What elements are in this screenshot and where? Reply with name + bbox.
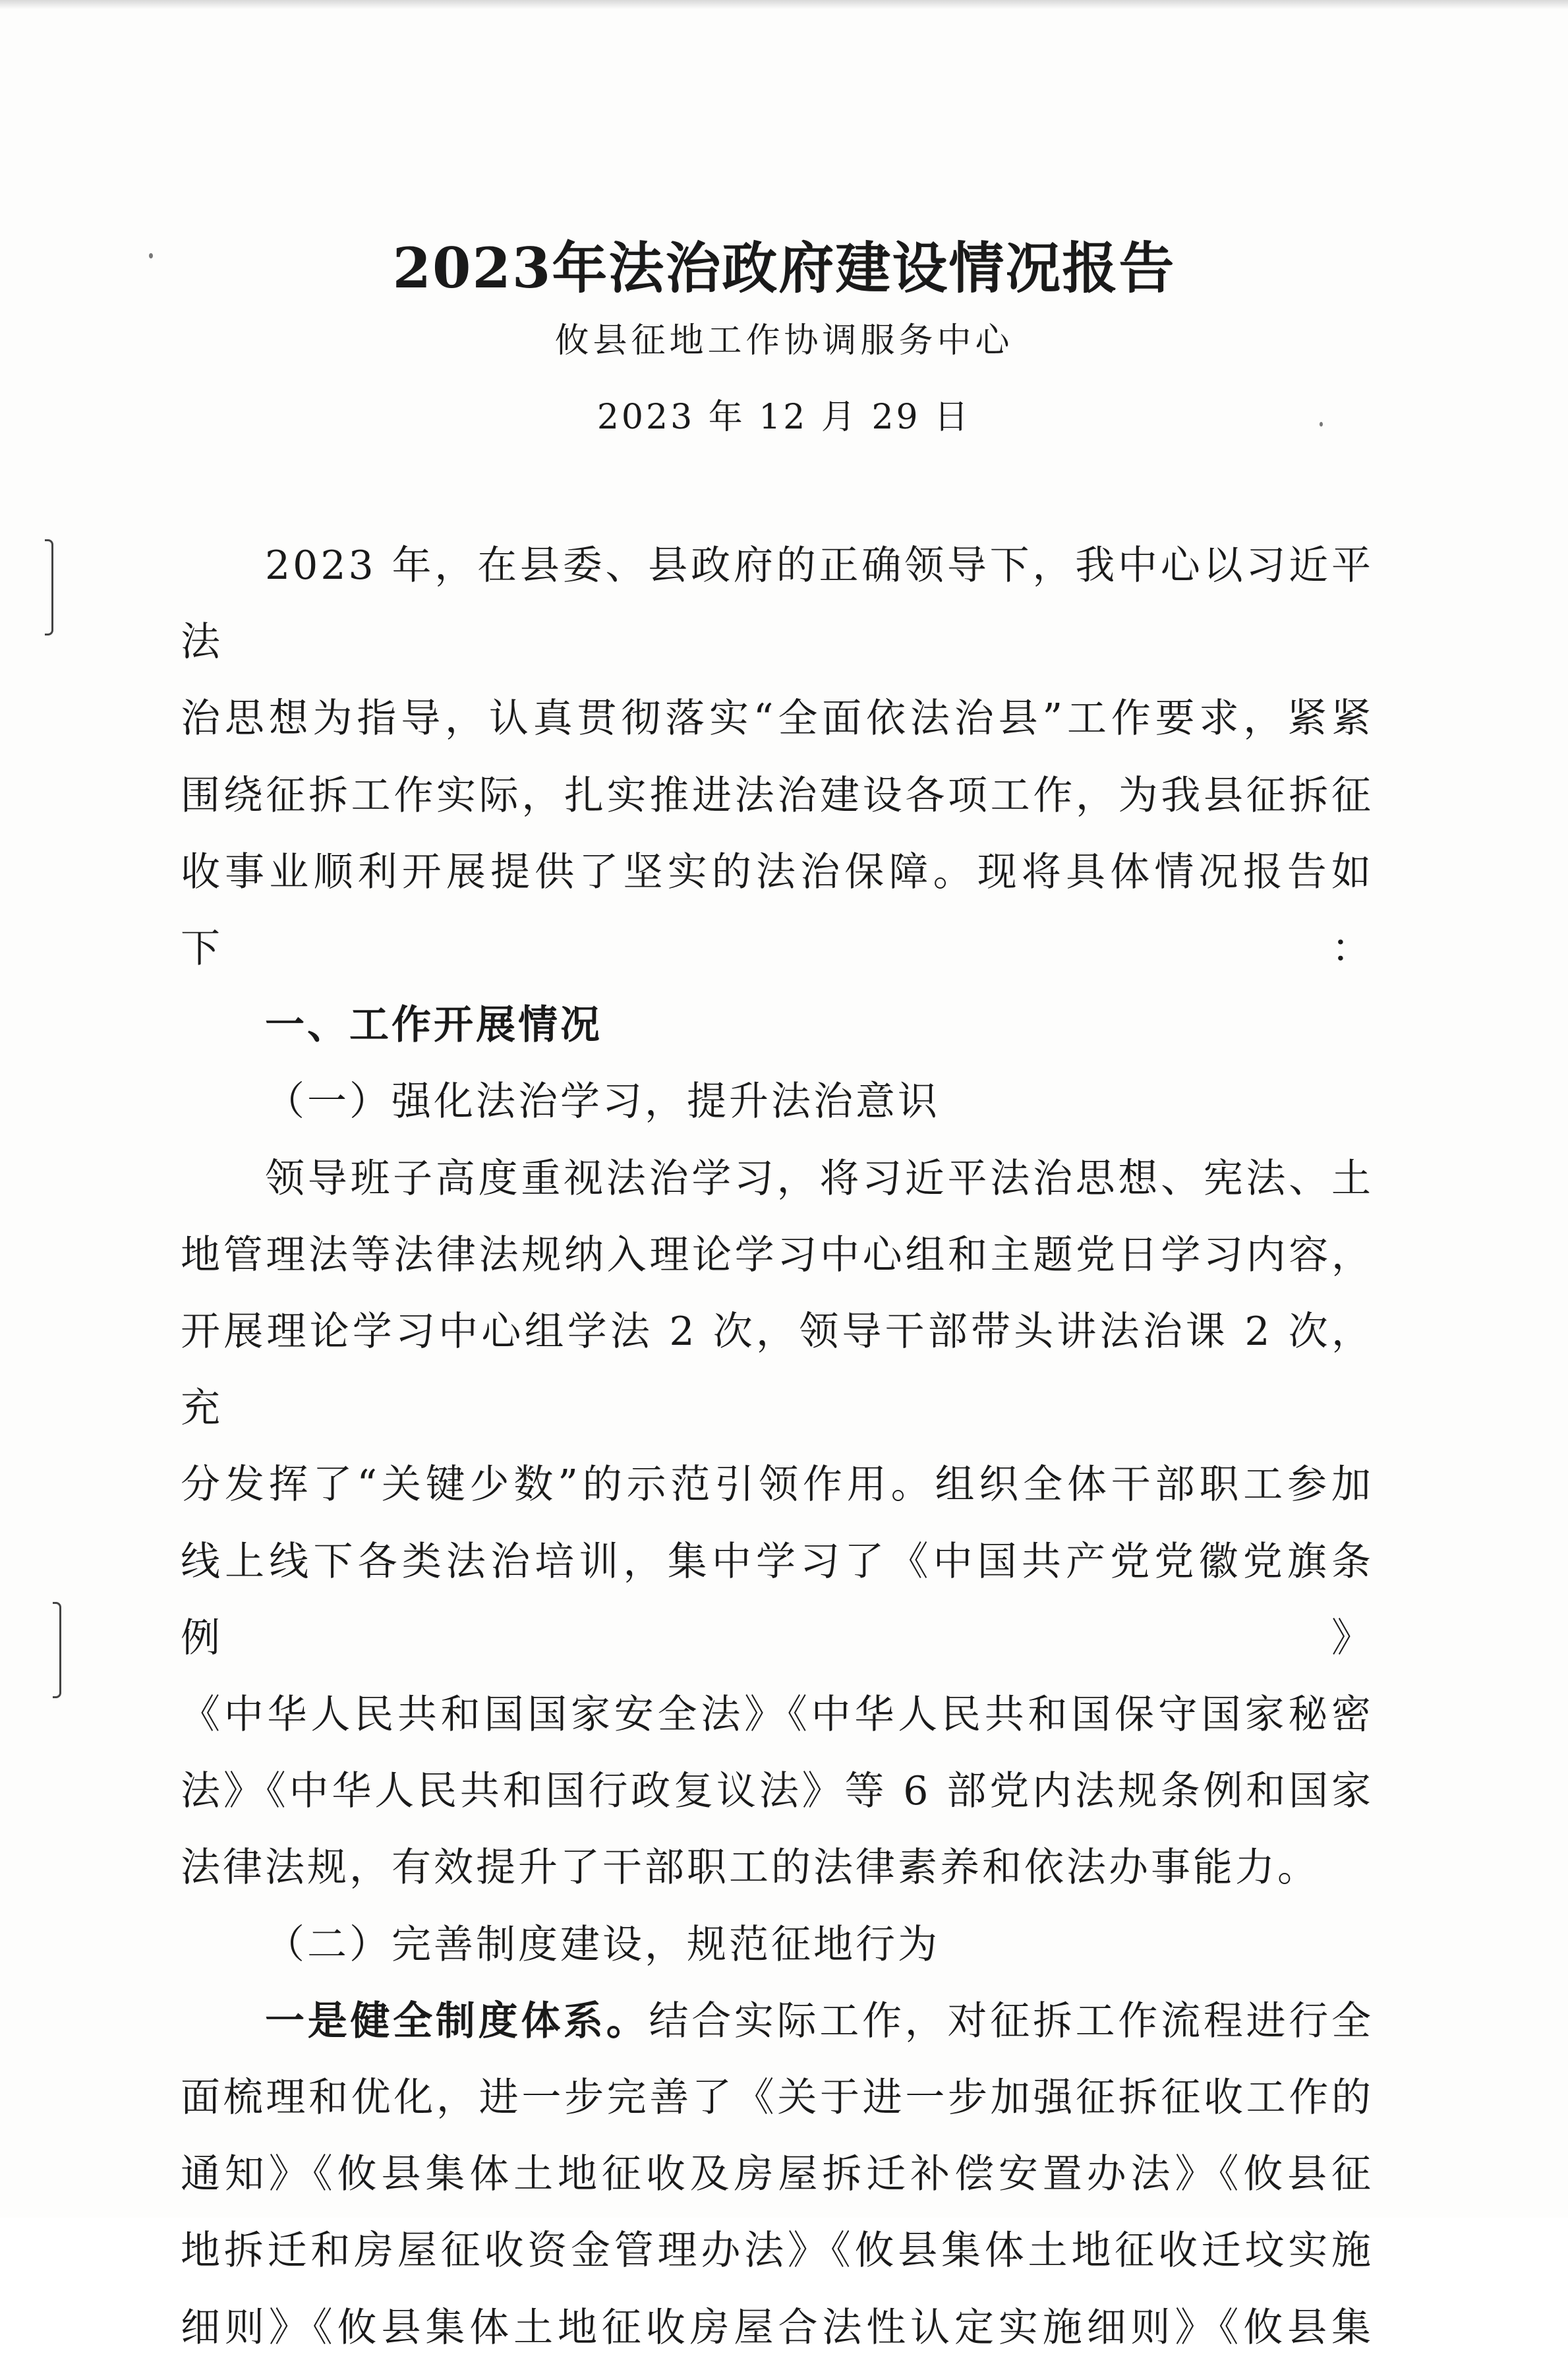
body-line: 线上线下各类法治培训，集中学习了《中国共产党党徽党旗条例》 [181,1538,1374,1661]
intro-line: 收事业顺利开展提供了坚实的法治保障。现将具体情况报告如下： [181,848,1374,972]
body-line [181,1983,1374,2059]
body-line: 地拆迁和房屋征收资金管理办法》《攸县集体土地征收迁坟实施 [181,2228,1374,2274]
scan-speck [1320,422,1323,427]
staple-mark [45,539,53,636]
subsection-heading: （二）完善制度建设，规范征地行为 [265,1921,940,1968]
body-line: 领导班子高度重视法治学习，将习近平法治思想、宪法、土 [265,1155,1374,1202]
body-line: 分发挥了“关键少数”的示范引领作用。组织全体干部职工参加 [181,1462,1374,1508]
staple-mark [53,1602,61,1698]
intro-line: 治思想为指导，认真贯彻落实“全面依法治县”工作要求，紧紧 [181,695,1374,742]
issuer-name: 攸县征地工作协调服务中心 [554,321,1014,361]
intro-line: 2023 年，在县委、县政府的正确领导下，我中心以习近平法 [181,543,1374,666]
intro-line: 围绕征拆工作实际，扎实推进法治建设各项工作，为我县征拆征 [181,772,1374,819]
scan-edge-shadow [0,0,1568,9]
body-line: 细则》《攸县集体土地征收房屋合法性认定实施细则》《攸县集 [181,2304,1374,2351]
document-date: 2023 年 12 月 29 日 [596,398,972,437]
body-line: 面梳理和优化，进一步完善了《关于进一步加强征拆征收工作的 [181,2075,1374,2121]
body-line: 《中华人民共和国国家安全法》《中华人民共和国保守国家秘密 [181,1692,1374,1738]
scan-speck [149,253,153,258]
document-title: 2023年法治政府建设情况报告 [392,235,1176,301]
body-line: 通知》《攸县集体土地征收及房屋拆迁补偿安置办法》《攸县征 [181,2151,1374,2198]
body-text: 结合实际工作，对征拆工作流程进行全 [649,1997,1374,2044]
body-line: 地管理法等法律法规纳入理论学习中心组和主题党日学习内容， [181,1231,1374,1278]
body-line: 法》《中华人民共和国行政复议法》等 6 部党内法规条例和国家 [181,1768,1374,1815]
body-line: 法律法规，有效提升了干部职工的法律素养和依法办事能力。 [181,1845,1320,1891]
subsection-heading: （一）强化法治学习，提升法治意识 [265,1079,940,1125]
lead-phrase: 一是健全制度体系。 [265,1997,649,2044]
document-body [181,527,1374,2366]
section-heading: 一、工作开展情况 [265,1002,602,1049]
body-line: 开展理论学习中心组学法 2 次，领导干部带头讲法治课 2 次，充 [181,1309,1374,1432]
